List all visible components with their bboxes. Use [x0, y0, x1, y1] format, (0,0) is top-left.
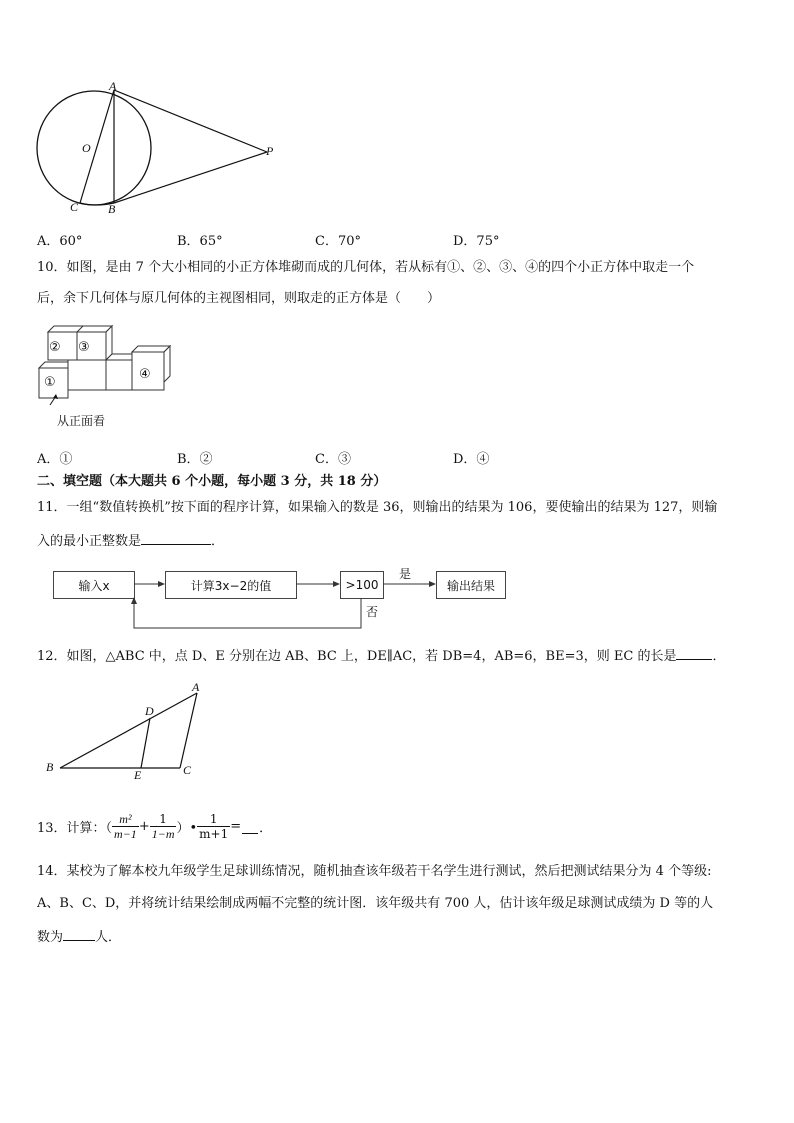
- q13-f1-num: m²: [112, 812, 139, 827]
- q12-figure: [40, 680, 220, 790]
- q10-option-d: D．④: [453, 452, 490, 467]
- q13-answer-blank[interactable]: [242, 819, 258, 834]
- q10-cube-2: ②: [49, 340, 61, 355]
- q14-answer-blank[interactable]: [63, 926, 95, 941]
- q13-plus: +: [138, 818, 150, 834]
- q10-cube-4: ④: [139, 367, 151, 382]
- q11-answer-blank[interactable]: [141, 530, 211, 545]
- q13-f2-num: 1: [150, 812, 177, 827]
- flow-input-box: 输入x: [53, 571, 135, 599]
- q13-fraction-3: [197, 812, 230, 841]
- q9-option-d: D．75°: [453, 234, 500, 249]
- q9-option-a: A．60°: [37, 234, 83, 249]
- q9-label-o: O: [82, 141, 91, 155]
- flow-yes-label: 是: [399, 567, 412, 581]
- q12-answer-blank[interactable]: [676, 645, 712, 660]
- q13-fraction-2: [150, 812, 177, 841]
- flow-no-label: 否: [366, 605, 379, 619]
- q10-cube-figure: [36, 322, 176, 406]
- q14-line3: [37, 926, 121, 948]
- q12-label-a: A: [192, 680, 200, 694]
- side-ac: [180, 693, 197, 768]
- q14-line2: A、B、C、D，并将统计结果绘制成两幅不完整的统计图．该年级共有 700 人，估计该年级足球测试成绩为 D 等的人: [37, 896, 714, 911]
- q13-eq: =: [230, 818, 242, 834]
- q10-cube-1: ①: [44, 375, 56, 390]
- flow-condition-box: >100: [340, 571, 384, 599]
- q13-fraction-1: [112, 812, 139, 841]
- q9-label-b: B: [108, 202, 116, 216]
- q10-caption: 从正面看: [57, 414, 106, 428]
- q9-label-p: P: [266, 144, 274, 158]
- q13-expression: [37, 806, 272, 846]
- q11-line2: [37, 530, 224, 552]
- section-fill-in-title: 二、填空题（本大题共 6 个小题，每小题 3 分，共 18 分）: [37, 474, 387, 489]
- q13-suffix: ．: [259, 820, 273, 836]
- q11-line2-prefix: 入的最小正整数是: [37, 534, 142, 549]
- q9-option-c: C．70°: [315, 234, 361, 249]
- q9-figure: [30, 72, 290, 222]
- q13-prefix: 13．计算：（: [37, 820, 113, 836]
- q14-line1: 14．某校为了解本校九年级学生足球训练情况，随机抽查该年级若干名学生进行测试，然后把测试结果分为 4 个等级:: [37, 864, 712, 879]
- q10-option-b: B．②: [177, 452, 213, 467]
- q10-cube-3: ③: [78, 340, 90, 355]
- q9-label-c: C: [70, 200, 79, 214]
- q14-line3-prefix: 数为: [37, 930, 64, 945]
- q11-line1: 11．一组“数值转换机”按下面的程序计算，如果输入的数是 36，则输出的结果为 106，要使输出的结果为 127，则输: [37, 500, 718, 515]
- q12-text: [37, 645, 725, 667]
- q13-f3-den: m+1: [199, 826, 229, 841]
- q12-label-c: C: [183, 763, 192, 777]
- q13-close-dot: ）•: [176, 820, 198, 836]
- flow-compute-box: 计算3x−2的值: [165, 571, 297, 599]
- segment-de: [141, 718, 150, 768]
- flow-arrows: [0, 560, 794, 640]
- q12-label-e: E: [134, 768, 142, 782]
- q12-suffix: ．: [712, 649, 726, 664]
- q12-prefix: 12．如图，△ABC 中，点 D、E 分别在边 AB、BC 上，DE∥AC，若 DB=4，AB=6，BE=3，则 EC 的长是: [37, 649, 677, 664]
- q10-line2: 后，余下几何体与原几何体的主视图相同，则取走的正方体是（ ）: [37, 291, 441, 306]
- q11-line2-suffix: ．: [211, 534, 225, 549]
- q9-label-a: A: [109, 79, 117, 93]
- q10-line1: 10．如图，是由 7 个大小相同的小正方体堆砌而成的几何体，若从标有①、②、③、④的四个小正方体中取走一个: [37, 260, 695, 275]
- q12-label-d: D: [145, 704, 154, 718]
- flow-output-box: 输出结果: [436, 571, 506, 599]
- side-ba: [60, 693, 197, 768]
- q13-f1-den: m−1: [114, 826, 137, 841]
- tangent-pa: [114, 90, 267, 152]
- q10-option-a: A．①: [37, 452, 73, 467]
- q14-line3-suffix: 人．: [95, 930, 122, 945]
- circle-o: [37, 91, 151, 205]
- q13-f2-den: 1−m: [151, 826, 175, 841]
- q13-f3-num: 1: [197, 812, 230, 827]
- q10-option-c: C．③: [315, 452, 351, 467]
- q9-option-b: B．65°: [177, 234, 223, 249]
- tangent-pb: [114, 152, 267, 203]
- q12-label-b: B: [46, 760, 54, 774]
